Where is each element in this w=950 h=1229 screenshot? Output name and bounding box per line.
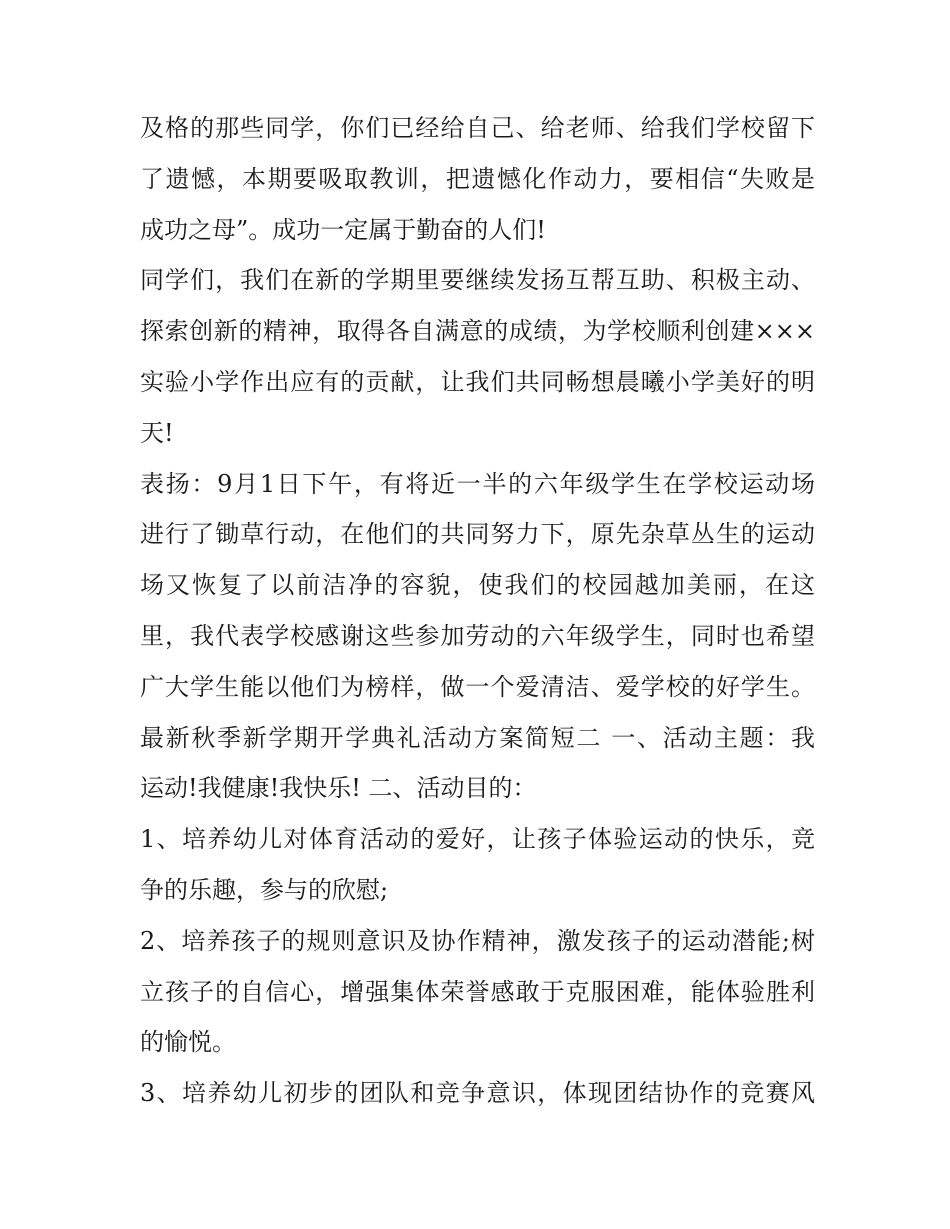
text-line: 立孩子的自信心，增强集体荣誉感敢于克服困难，能体验胜利	[140, 977, 815, 1006]
text-line: 成功之母”。成功一定属于勤奋的人们!	[140, 215, 546, 244]
text-line: 进行了锄草行动，在他们的共同努力下，原先杂草丛生的运动	[140, 520, 815, 549]
text-line: 的愉悦。	[140, 1028, 236, 1057]
text-line: 广大学生能以他们为榜样，做一个爱清洁、爱学校的好学生。	[140, 672, 815, 701]
text-line: 最新秋季新学期开学典礼活动方案简短二 一、活动主题：我	[140, 723, 815, 752]
text-line: 实验小学作出应有的贡献，让我们共同畅想晨曦小学美好的明	[140, 367, 815, 396]
text-line: 里，我代表学校感谢这些参加劳动的六年级学生，同时也希望	[140, 621, 815, 650]
document-body	[140, 103, 815, 1119]
text-line: 2、培养孩子的规则意识及协作精神，激发孩子的运动潜能;树	[140, 926, 815, 955]
text-line: 争的乐趣，参与的欣慰;	[140, 875, 389, 904]
text-line: 场又恢复了以前洁净的容貌，使我们的校园越加美丽，在这	[140, 571, 815, 600]
text-line: 1、培养幼儿对体育活动的爱好，让孩子体验运动的快乐，竞	[140, 825, 815, 854]
text-line: 天!	[140, 418, 174, 447]
text-line: 探索创新的精神，取得各自满意的成绩，为学校顺利创建×××	[140, 317, 815, 346]
text-line: 同学们，我们在新的学期里要继续发扬互帮互助、积极主动、	[140, 266, 815, 295]
text-line: 运动!我健康!我快乐! 二、活动目的：	[140, 774, 537, 803]
text-line: 3、培养幼儿初步的团队和竞争意识，体现团结协作的竞赛风	[140, 1079, 815, 1108]
text-line: 及格的那些同学，你们已经给自己、给老师、给我们学校留下	[140, 114, 815, 142]
text-line: 了遗憾，本期要吸取教训，把遗憾化作动力，要相信“失败是	[140, 164, 815, 193]
text-line: 表扬：9月1日下午，有将近一半的六年级学生在学校运动场	[140, 469, 815, 498]
